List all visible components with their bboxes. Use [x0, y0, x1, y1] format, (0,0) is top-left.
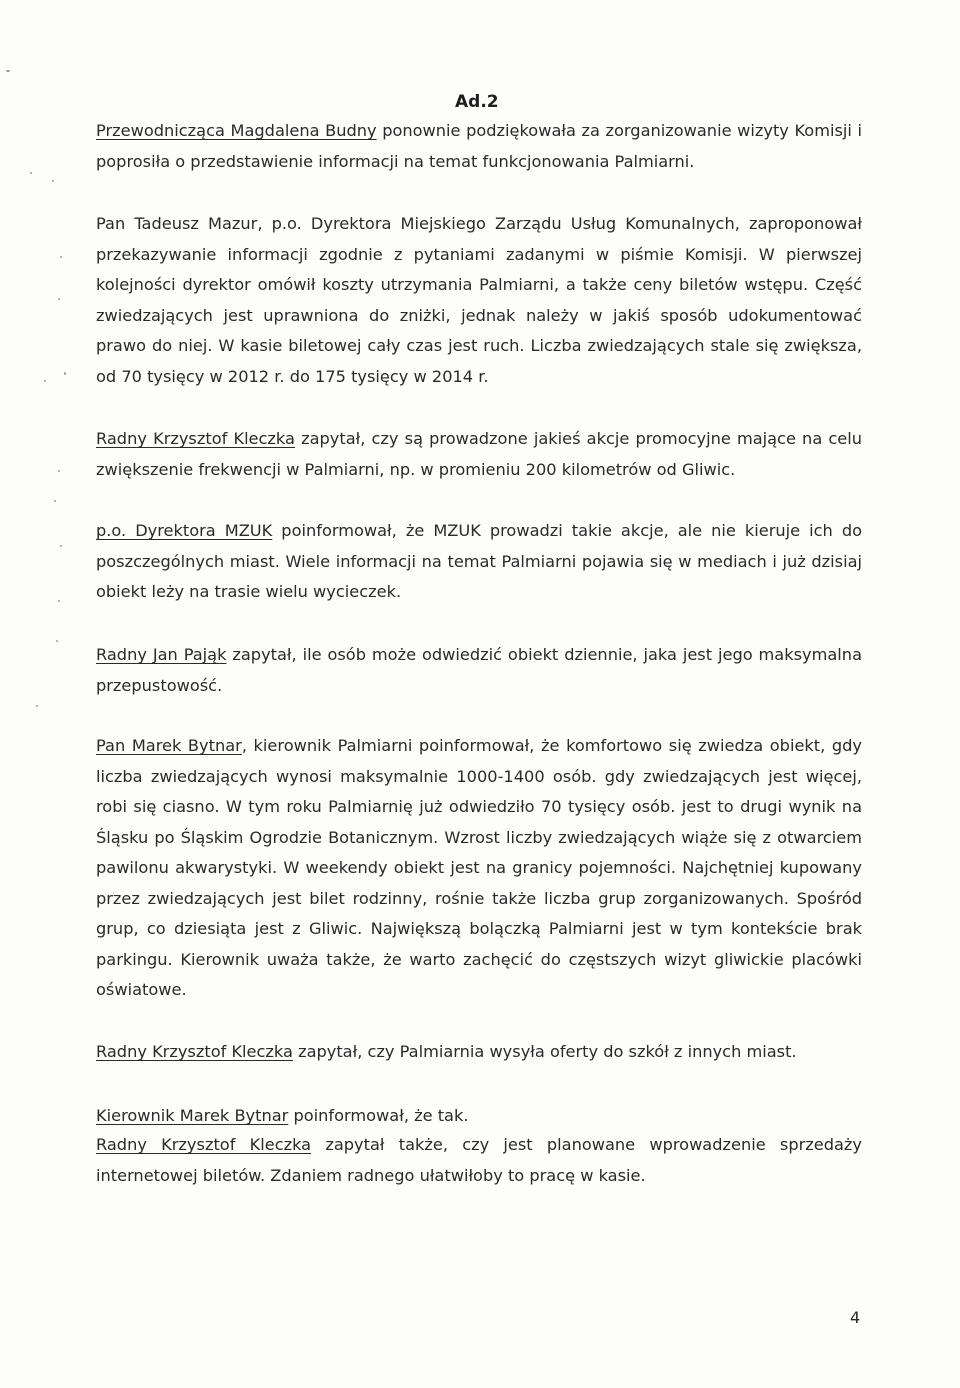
paragraph-text: Pan Tadeusz Mazur, p.o. Dyrektora Miejskiego Zarządu Usług Komunalnych, zaproponował przekazywanie informacji zgodnie z pytaniami zadanymi w piśmie Komisji. W pierwszej kolejności dyrektor omówił koszty utrzymania Palmiarni, a także ceny biletów wstępu. Część zwiedzających jest uprawniona do zniżki, jednak należy w jakiś sposób udokumentować prawo do niej. W kasie biletowej cały czas jest ruch. Liczba zwiedzających stale się zwiększa, od 70 tysięcy w 2012 r. do 175 tysięcy w 2014 r.: [96, 214, 862, 386]
paragraph-text: zapytał także, czy jest planowane wprowadzenie sprzedaży internetowej biletów. Zdaniem radnego ułatwiłoby to pracę w kasie.: [96, 1135, 863, 1185]
scan-speck: [36, 705, 38, 707]
paragraph-text: poinformował, że MZUK prowadzi takie akcje, ale nie kieruje ich do poszczególnych miast. Wiele informacji na temat Palmiarni pojawia się w mediach i już dzisiaj obiekt leży na trasie wielu wycieczek.: [96, 521, 863, 601]
scan-speck: [56, 640, 58, 642]
speaker-name: p.o. Dyrektora MZUK: [96, 521, 273, 540]
scan-speck: [64, 372, 66, 375]
paragraph-7: [96, 1037, 862, 1068]
speaker-name: Radny Jan Pająk: [96, 645, 227, 664]
paragraph-5: [96, 640, 862, 701]
section-heading: Ad.2: [455, 92, 499, 112]
paragraph-1: [96, 116, 862, 177]
speaker-name: Kierownik Marek Bytnar: [96, 1106, 289, 1125]
speaker-name: Radny Krzysztof Kleczka: [96, 429, 295, 448]
paragraph-6: [96, 731, 862, 1006]
scan-speck: [60, 256, 62, 258]
paragraph-4: [96, 516, 862, 608]
speaker-name: Przewodnicząca Magdalena Budny: [96, 121, 377, 140]
scan-speck: [58, 600, 60, 602]
paragraph-9: [96, 1130, 862, 1191]
speaker-name: Radny Krzysztof Kleczka: [96, 1042, 293, 1061]
scan-speck: [44, 380, 46, 382]
paragraph-text: zapytał, czy Palmiarnia wysyła oferty do szkół z innych miast.: [292, 1042, 797, 1061]
scan-speck: [6, 70, 10, 72]
speaker-name: Pan Marek Bytnar: [96, 736, 242, 755]
paragraph-8: [96, 1101, 862, 1132]
paragraph-text: , kierownik Palmiarni poinformował, że komfortowo się zwiedza obiekt, gdy liczba zwiedzających wynosi maksymalnie 1000-1400 osób. gdy zwiedzających jest więcej, robi się ciasno. W tym roku Palmiarnię już odwiedziło 70 tysięcy osób. jest to drugi wynik na Śląsku po Śląskim Ogrodzie Botanicznym. Wzrost liczby zwiedzających wiąże się z otwarciem pawilonu akwarystyki. W weekendy obiekt jest na granicy pojemności. Najchętniej kupowany przez zwiedzających jest bilet rodzinny, rośnie także liczba grup zorganizowanych. Spośród grup, co dziesiąta jest z Gliwic. Największą bolączką Palmiarni jest w tym kontekście brak parkingu. Kierownik uważa także, że warto zachęcić do częstszych wizyt gliwickie placówki oświatowe.: [96, 736, 863, 999]
paragraph-text: zapytał, ile osób może odwiedzić obiekt dziennie, jaka jest jego maksymalna przepustowość.: [96, 645, 862, 695]
speaker-name: Radny Krzysztof Kleczka: [96, 1135, 312, 1154]
paragraph-3: [96, 424, 862, 485]
paragraph-text: zapytał, czy są prowadzone jakieś akcje promocyjne mające na celu zwiększenie frekwencji w Palmiarni, np. w promieniu 200 kilometrów od Gliwic.: [96, 429, 863, 479]
scan-speck: [60, 545, 62, 547]
scan-speck: [54, 500, 56, 502]
scan-speck: [52, 180, 54, 182]
page-number: 4: [850, 1308, 861, 1327]
scan-speck: [58, 298, 60, 300]
scan-speck: [58, 470, 60, 472]
paragraph-text: ponownie podziękowała za zorganizowanie wizyty Komisji i poprosiła o przedstawienie informacji na temat funkcjonowania Palmiarni.: [96, 121, 862, 171]
scan-speck: [30, 172, 32, 174]
paragraph-2: [96, 209, 862, 392]
paragraph-text: poinformował, że tak.: [288, 1106, 469, 1125]
